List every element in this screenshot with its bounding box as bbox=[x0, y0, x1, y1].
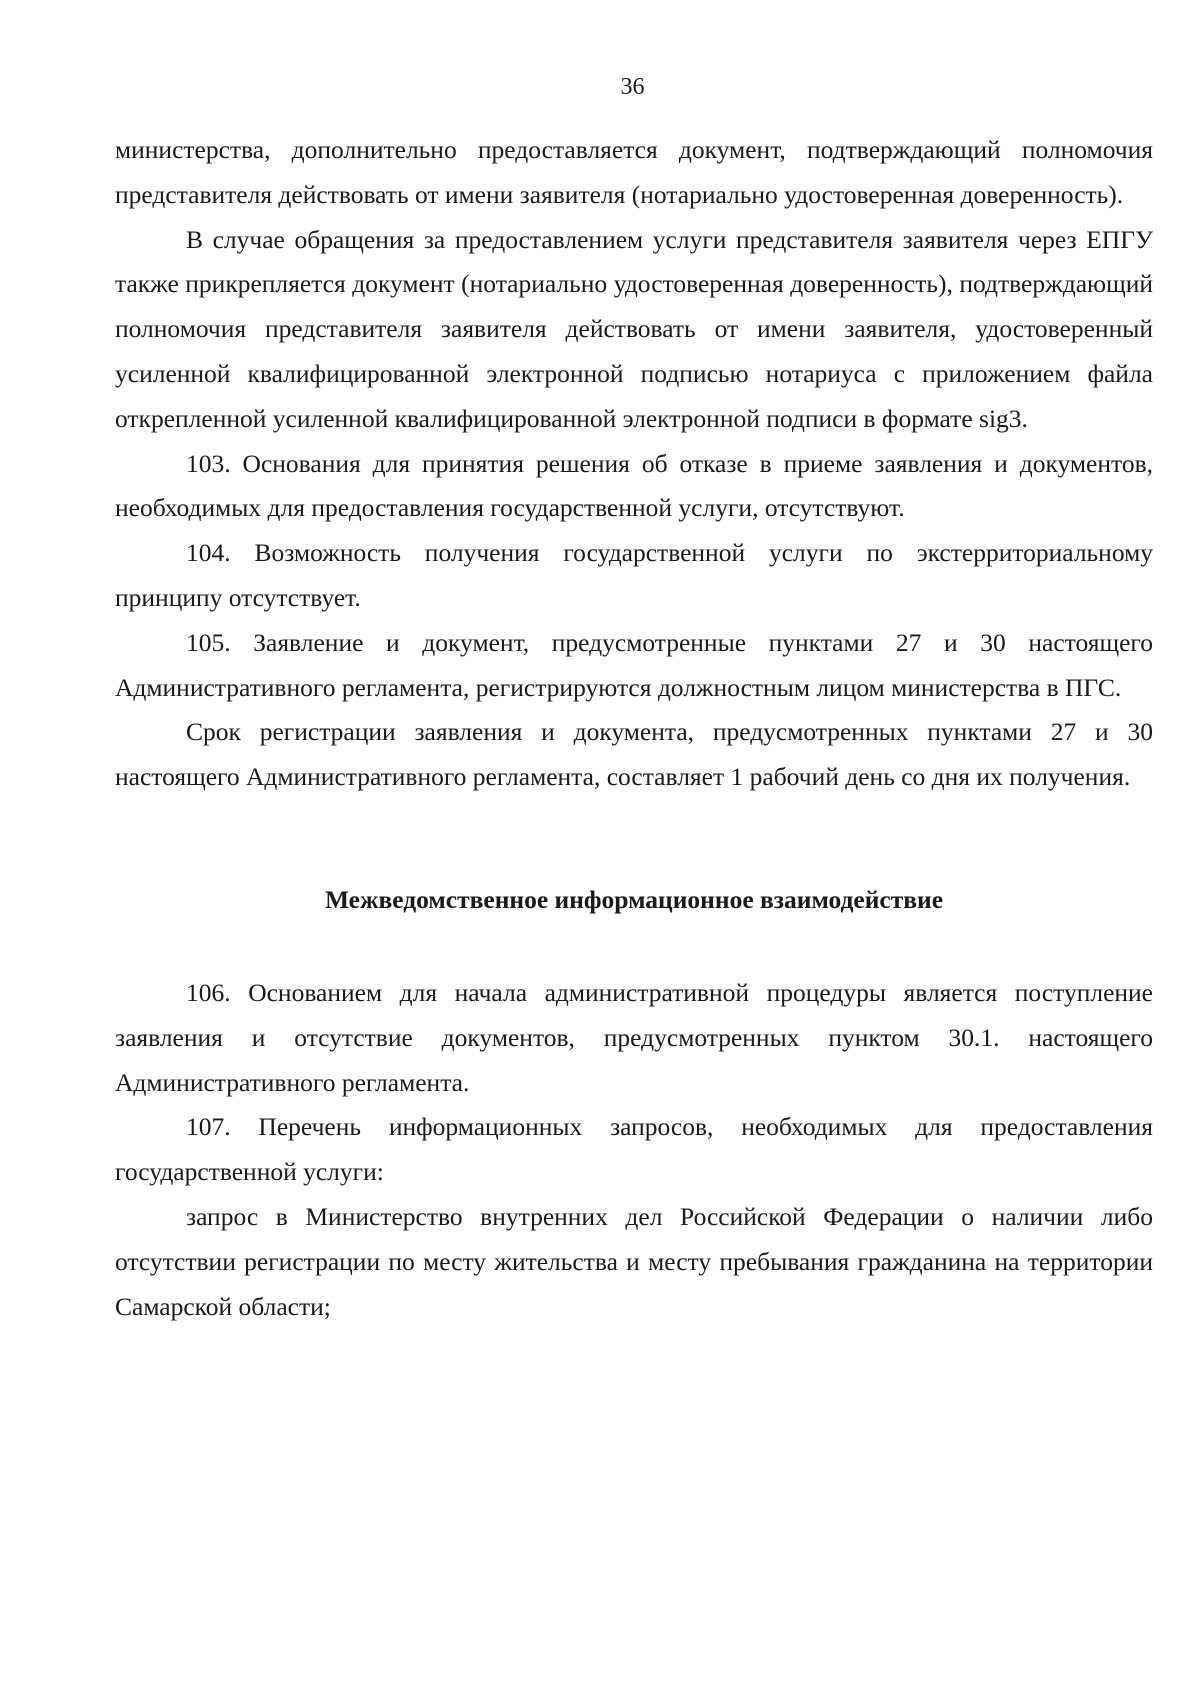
paragraph-registration-term: Срок регистрации заявления и документа, предусмотренных пунктами 27 и 30 настоящего Административного регламента, составляет 1 рабочий день со дня их получения. bbox=[115, 717, 1153, 792]
page-number: 36 bbox=[620, 74, 645, 100]
paragraph-mvd-request: запрос в Министерство внутренних дел Российской Федерации о наличии либо отсутствии регистрации по месту жительства и месту пребывания гражданина на территории Самарской области; bbox=[115, 1201, 1153, 1321]
paragraph-continuation: министерства, дополнительно предоставляется документ, подтверждающий полномочия представителя действовать от имени заявителя (нотариально удостоверенная доверенность). bbox=[115, 135, 1153, 209]
page-body bbox=[115, 128, 1153, 1329]
paragraph-103: 103. Основания для принятия решения об отказе в приеме заявления и документов, необходимых для предоставления государственной услуги, отсутствуют. bbox=[115, 448, 1153, 523]
paragraph-representative-epgu: В случае обращения за предоставлением услуги представителя заявителя через ЕПГУ также прикрепляется документ (нотариально удостоверенная доверенность), подтверждающий полномочия представителя заявителя действовать от имени заявителя, удостоверенный усиленной квалифицированной электронной подписью нотариуса с приложением файла открепленной усиленной квалифицированной электронной подписи в формате sig3. bbox=[115, 224, 1153, 433]
paragraph-106: 106. Основанием для начала административной процедуры является поступление заявления и отсутствие документов, предусмотренных пунктом 30.1. настоящего Административного регламента. bbox=[115, 977, 1153, 1097]
paragraph-107: 107. Перечень информационных запросов, необходимых для предоставления государственной услуги: bbox=[115, 1112, 1153, 1187]
paragraph-105: 105. Заявление и документ, предусмотренные пунктами 27 и 30 настоящего Административного регламента, регистрируются должностным лицом министерства в ПГС. bbox=[115, 627, 1153, 702]
section-heading: Межведомственное информационное взаимодействие bbox=[324, 884, 944, 914]
paragraph-104: 104. Возможность получения государственной услуги по экстерриториальному принципу отсутствует. bbox=[115, 538, 1153, 612]
